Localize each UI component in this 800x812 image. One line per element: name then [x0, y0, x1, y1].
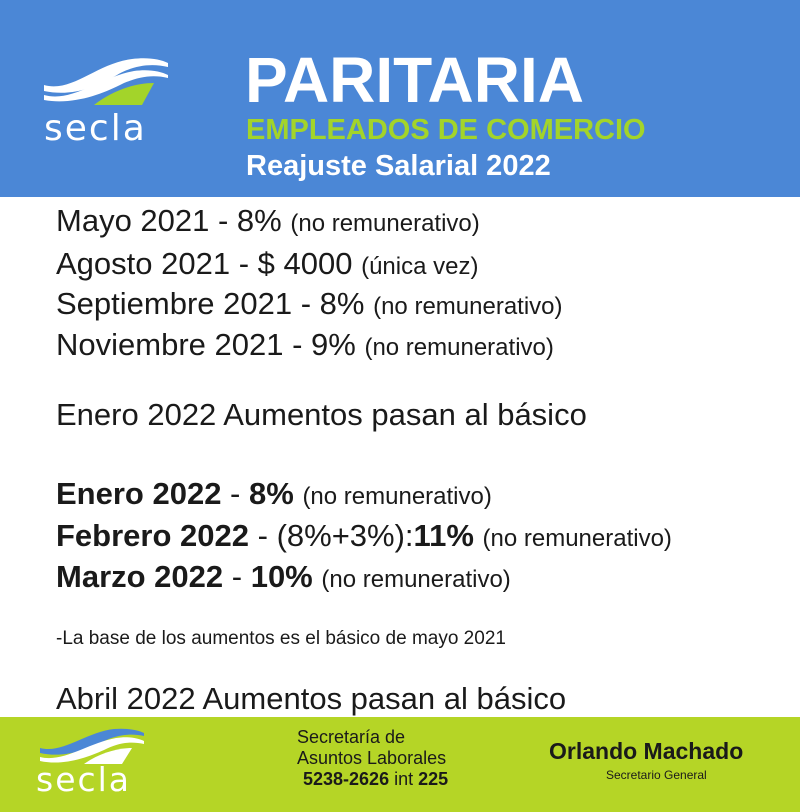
list-item: [56, 203, 480, 242]
item-note: (no remunerativo): [290, 210, 480, 237]
list-item: [56, 246, 478, 285]
item-note: (no remunerativo): [302, 483, 492, 510]
item-note: (no remunerativo): [321, 566, 511, 593]
signatory-role: Secretario General: [606, 768, 707, 782]
base-note: -La base de los aumentos es el básico de mayo 2021: [56, 628, 506, 649]
abril-basic-text: Abril 2022 Aumentos pasan al básico: [56, 681, 567, 716]
item-sep: -: [249, 518, 277, 553]
logo-text: secla: [36, 760, 132, 799]
int-label: int: [394, 769, 414, 789]
item-main: Mayo 2021 - 8%: [56, 203, 282, 238]
item-note: (única vez): [361, 253, 479, 280]
page-title: PARITARIA: [245, 44, 584, 116]
list-item-2022: [56, 518, 672, 557]
item-main: Septiembre 2021 - 8%: [56, 286, 365, 321]
item-value: 11%: [413, 518, 474, 553]
sec-line-2: Asuntos Laborales: [297, 748, 447, 768]
list-item-2022: [56, 476, 492, 515]
secretaria-block: [297, 727, 448, 790]
page-subtitle: EMPLEADOS DE COMERCIO: [246, 114, 646, 146]
item-main: Noviembre 2021 - 9%: [56, 327, 356, 362]
item-note: (no remunerativo): [373, 293, 563, 320]
item-sep: -: [223, 559, 251, 594]
item-value: 8%: [249, 476, 294, 511]
logo-text: secla: [44, 108, 147, 149]
phone-number: 5238-2626: [303, 769, 390, 789]
sec-line-1: Secretaría de: [297, 727, 406, 747]
footer-banner: [0, 717, 800, 812]
item-main: Agosto 2021 - $ 4000: [56, 246, 353, 281]
item-month: Marzo 2022: [56, 559, 224, 594]
item-note: (no remunerativo): [364, 334, 554, 361]
page-subtitle-2: Reajuste Salarial 2022: [246, 150, 551, 182]
signatory-name: Orlando Machado: [549, 738, 744, 764]
phone-line: [297, 769, 448, 790]
enero-basic-text: Enero 2022 Aumentos pasan al básico: [56, 397, 587, 432]
item-pre: (8%+3%):: [276, 518, 414, 553]
list-item-2022: [56, 559, 511, 598]
item-value: 10%: [250, 559, 313, 594]
secla-logo-icon: [42, 55, 172, 110]
item-month: Febrero 2022: [56, 518, 249, 553]
list-item: [56, 286, 563, 325]
item-note: (no remunerativo): [482, 525, 672, 552]
item-sep: -: [221, 476, 249, 511]
list-item: [56, 327, 554, 366]
int-number: 225: [418, 769, 449, 789]
item-month: Enero 2022: [56, 476, 222, 511]
header-banner: [0, 0, 800, 197]
